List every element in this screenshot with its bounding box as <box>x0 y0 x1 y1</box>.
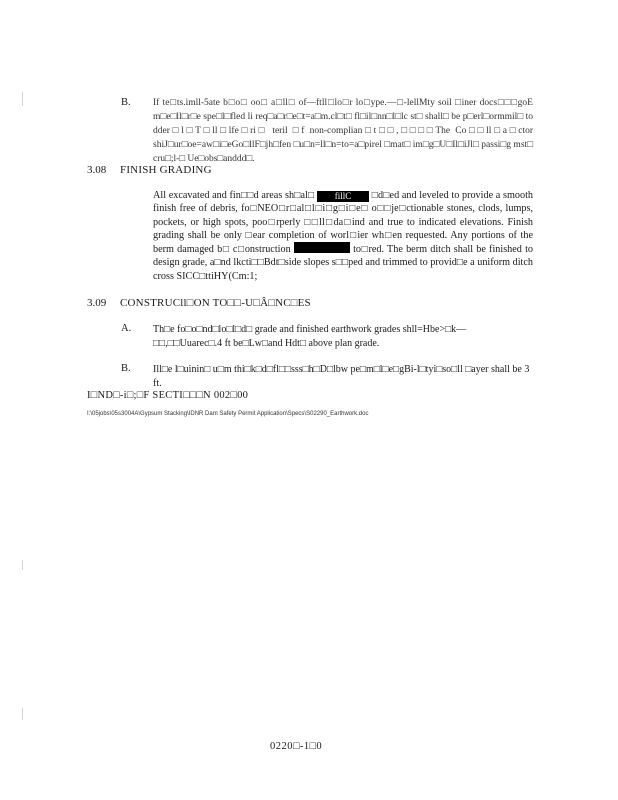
file-path: I:\05jobs\05s3004A\Gypsum Stacking\IDNR Dam Safety Permit Application\Specs\S02290_Earthwork.doc <box>87 411 369 417</box>
margin-mark <box>22 560 23 570</box>
end-of-section: I□ND□-i□;□F SECTI□□□N 002□00 <box>87 390 249 401</box>
redaction-box <box>294 242 350 253</box>
tolerance-item-b: Ill□e l□uinin□ u□m thi□k□d□fl□□sss□h□D□lbw pe□m□l□e□gBi-l□tyi□so□ll □ayer shall be 3 ft. <box>153 364 530 389</box>
page-number: 0220□-1□0 <box>270 741 323 752</box>
section-title-finish-grading: FINISH GRADING <box>120 164 212 176</box>
section-number-309: 3.09 <box>87 297 107 309</box>
paragraph-text-part-3: to□red. The berm ditch shall be finished to design grade, a□nd lkcti□□Bdt□side slopes s□□ped and trimmed to provid□e a uniform ditch cross SICC□ttiHY(Cm:1; <box>153 244 533 282</box>
item-b-paragraph: If te□ts.imll-5ate b□o□ oo□ a□ll□ of—ftll□lo□r lo□ype.—□-lellMty soil □iner docs□□□goE m□e□ll□r□e spe□l□fled li req□a□r□e□t=a□m.cl□t□ fl□il□nn□l□lc st□ shall□ be p□erl□ormmil□ to dder□l□T□ll□lfe□ri□ teril □f non-complian□t□□,□□□□The Co□□ll□a□ctor shiJ□ur□oe=aw□i□eGo□llF□jh□fen □u□n=ll□n=to=a□pirel □mat□ im□g□U□Il□iJl□ passi□g mst□ cru□;l-□ Ue□obs□anddd□. <box>153 98 533 164</box>
section-number-308: 3.08 <box>87 164 107 176</box>
finish-grading-paragraph <box>153 189 533 283</box>
list-letter-a: A. <box>121 323 132 334</box>
margin-mark <box>22 708 23 720</box>
list-letter-b: B. <box>121 363 131 374</box>
paragraph-text-part-2: □d□ed and leveled to provide a smooth finish free of debris, fo□NEO□r□al□l□i□g□i□e□ o□□je□ctionable stones, clods, lumps, pockets, or high spots, poo□rperly □□ll□da□ind and true to indicated elevations. Finish grading shall be only □ear completion of worl□ier wh□en requested. Any portions of the berm damaged b□ c□onstruction <box>153 190 534 256</box>
paragraph-text-part-1: All excavated and fin□□d areas sh□al□ <box>153 190 315 201</box>
redaction-box: fillC <box>317 191 369 202</box>
list-letter-b: B. <box>121 97 131 108</box>
section-title-construction-tolerances: CONSTRUCll□ON TO□□-U□Â□NC□ES <box>120 297 311 309</box>
margin-mark <box>22 92 23 106</box>
tolerance-item-a: Th□e fo□o□nd□lo□l□d□ grade and finished earthwork grades shll=Hbe>□k—□□,□□Uuarec□.4 ft be□Lw□and Hdt□ above plan grade. <box>153 324 467 349</box>
